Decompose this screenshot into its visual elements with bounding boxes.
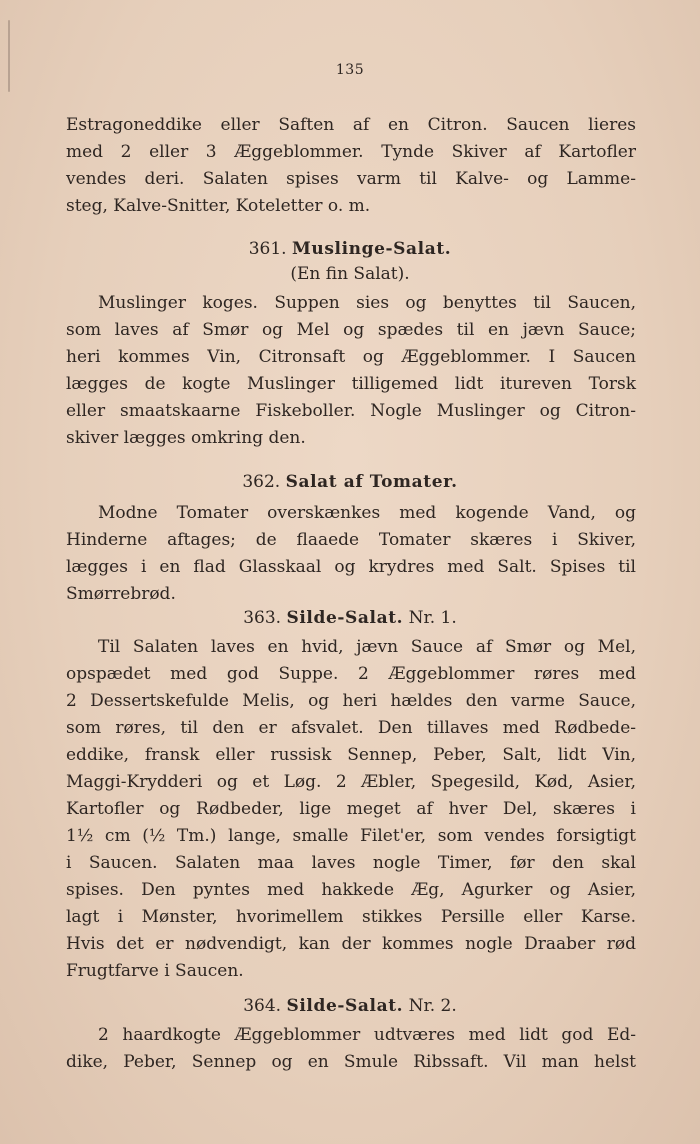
text-line: i Saucen. Salaten maa laves nogle Timer, før den skal [66,853,636,873]
recipe-number: 361. [248,239,287,259]
text-line: eddike, fransk eller russisk Sennep, Peber, Salt, lidt Vin, [66,745,636,765]
text-line: dike, Peber, Sennep og en Smule Ribssaft. Vil man helst [66,1052,636,1072]
text-line: Hvis det er nødvendigt, kan der kommes nogle Draaber rød [66,934,636,954]
text-line: Smørrebrød. [66,584,176,604]
recipe-number: 364. [243,996,282,1016]
text-line: Estragoneddike eller Saften af en Citron. Saucen lieres [66,115,636,135]
recipe-heading-363 [0,606,700,630]
text-line: lægges i en flad Glasskaal og krydres med Salt. Spises til [66,557,636,577]
text-line: som røres, til den er afsvalet. Den tillaves med Rødbede- [66,718,636,738]
recipe-heading-364 [0,994,700,1018]
recipe-suffix: Nr. 1. [408,608,457,628]
text-line: heri kommes Vin, Citronsaft og Æggeblommer. I Saucen [66,347,636,367]
recipe-suffix: Nr. 2. [408,996,457,1016]
text-line: opspædet med god Suppe. 2 Æggeblommer røres med [66,664,636,684]
text-line: Kartofler og Rødbeder, lige meget af hver Del, skæres i [66,799,636,819]
text-line: Muslinger koges. Suppen sies og benyttes til Saucen, [98,293,636,313]
recipe-title: Muslinge-Salat. [291,239,452,259]
recipe-subtitle: (En fin Salat). [290,264,410,284]
text-line: spises. Den pyntes med hakkede Æg, Agurker og Asier, [66,880,636,900]
text-line: steg, Kalve-Snitter, Koteletter o. m. [66,196,371,216]
recipe-title: Silde-Salat. [286,996,404,1016]
recipe-body-361 [66,290,636,452]
text-line: 2 haardkogte Æggeblommer udtværes med lidt god Ed- [98,1025,636,1045]
recipe-body-362 [66,500,636,608]
recipe-number: 362. [242,472,281,492]
text-line: vendes deri. Salaten spises varm til Kalve- og Lamme- [66,169,636,189]
text-line: eller smaatskaarne Fiskeboller. Nogle Muslinger og Citron- [66,401,636,421]
recipe-body-364 [66,1022,636,1076]
recipe-heading-361 [0,237,700,261]
recipe-body-363 [66,634,636,985]
text-line: 2 Dessertskefulde Melis, og heri hældes den varme Sauce, [66,691,636,711]
text-line: Modne Tomater overskænkes med kogende Vand, og [98,503,636,523]
text-line: med 2 eller 3 Æggeblommer. Tynde Skiver af Kartofler [66,142,636,162]
text-line: lagt i Mønster, hvorimellem stikkes Persille eller Karse. [66,907,636,927]
intro-paragraph [66,112,636,220]
text-line: Maggi-Krydderi og et Løg. 2 Æbler, Spegesild, Kød, Asier, [66,772,636,792]
recipe-title: Salat af Tomater. [285,472,458,492]
text-line: Frugtfarve i Saucen. [66,961,244,981]
text-line: som laves af Smør og Mel og spædes til en jævn Sauce; [66,320,636,340]
recipe-title: Silde-Salat. [286,608,404,628]
page-edge-mark [8,20,10,92]
text-line: skiver lægges omkring den. [66,428,306,448]
text-line: 1½ cm (½ Tm.) lange, smalle Filet'er, som vendes forsigtigt [66,826,636,846]
text-line: Hinderne aftages; de flaaede Tomater skæres i Skiver, [66,530,636,550]
recipe-number: 363. [243,608,282,628]
text-line: Til Salaten laves en hvid, jævn Sauce af Smør og Mel, [98,637,636,657]
page-number: 135 [335,62,365,78]
recipe-heading-362 [0,470,700,494]
text-line: lægges de kogte Muslinger tilligemed lidt itureven Torsk [66,374,636,394]
